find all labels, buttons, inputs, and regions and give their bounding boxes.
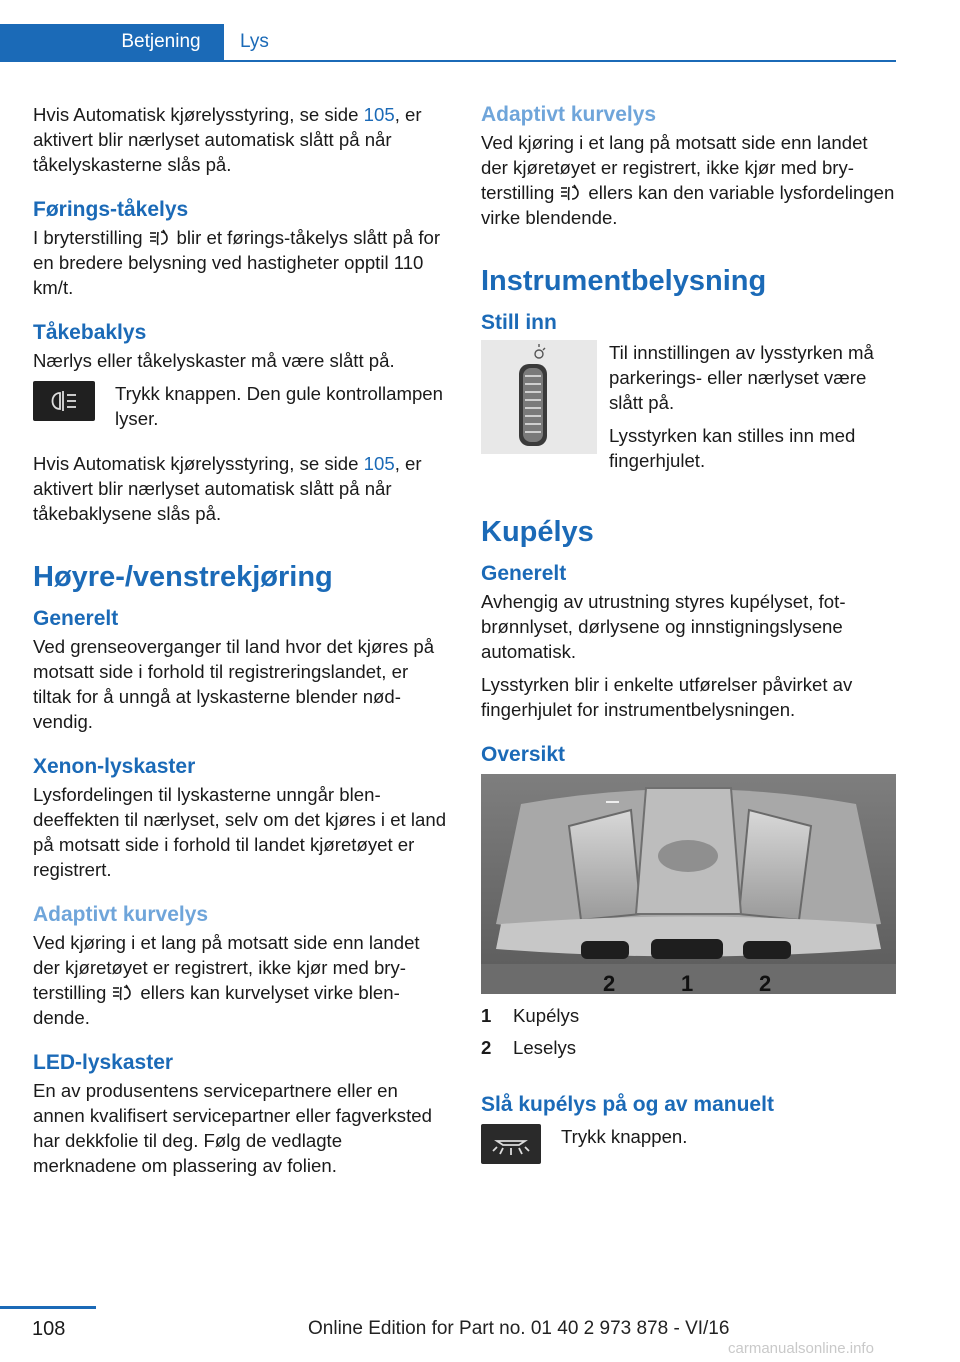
paragraph-adaptivt-right <box>481 130 895 230</box>
legend-number: 2 <box>481 1037 492 1058</box>
legend-item <box>481 1000 895 1032</box>
rear-fog-button-row <box>33 381 447 439</box>
heading-takebaklys: Tåkebaklys <box>33 321 147 344</box>
heading-kupelys: Kupélys <box>481 516 594 548</box>
heading-instrumentbelysning: Instrumentbelysning <box>481 265 767 297</box>
heading-adaptivt-kurvelys: Adaptivt kurvelys <box>33 903 209 926</box>
photo-label-2-left: 2 <box>603 971 616 994</box>
legend-label: Kupélys <box>513 1005 580 1026</box>
rear-fog-light-icon <box>46 390 82 412</box>
heading-sla-kupelys-manuelt: Slå kupélys på og av manuelt <box>481 1093 774 1116</box>
thumbwheel-icon <box>481 340 597 454</box>
thumbwheel-image <box>481 340 597 454</box>
paragraph-stillinn-2: Lysstyrken kan stilles inn med fingerhjulet. <box>609 425 856 471</box>
interior-light-photo <box>481 774 896 994</box>
legend-number: 1 <box>481 1005 492 1026</box>
heading-led-lyskaster: LED-lyskaster <box>33 1051 174 1074</box>
fog-light-switch-icon <box>112 983 134 1001</box>
edition-footer: Online Edition for Part no. 01 40 2 973 878 - VI/16 <box>308 1318 730 1339</box>
photo-label-2-right: 2 <box>759 971 772 994</box>
paragraph-led: En av produsentens servicepartnere eller en annen kvalifisert servicepartner eller fagverksted har dekkfolie til deg. Følg de vedlagte merknadene om plassering av folien. <box>33 1080 432 1176</box>
paragraph-automatic-fog <box>33 102 447 177</box>
fog-light-switch-icon <box>149 228 171 246</box>
takebaklys-button-text: Trykk knappen. Den gule kontrollampen lyser. <box>115 383 443 429</box>
text: Ved kjøring i et lang på motsatt side enn landet der kjøretøyet er registrert, ikke kjør med bryterstilling <box>481 132 868 203</box>
text: , er aktivert blir nærlyset automatisk slått på når tåkebaklysene slås på. <box>33 453 422 524</box>
footer-rule <box>0 1306 96 1309</box>
heading-generelt: Generelt <box>481 562 567 585</box>
fog-light-switch-icon <box>560 183 582 201</box>
heading-adaptivt-kurvelys: Adaptivt kurvelys <box>481 103 657 126</box>
text: ellers kan kurvelyset virke blendende. <box>33 982 400 1028</box>
legend-item <box>481 1032 895 1064</box>
interior-light-button-row <box>481 1124 895 1164</box>
right-column <box>481 102 895 1176</box>
page-number: 108 <box>32 1318 66 1340</box>
paragraph-kupelys-generelt-1: Avhengig av utrustning styres kupélyset, fotbrønnlyset, dørlysene og innstigningslysene automatisk. <box>481 591 846 662</box>
paragraph-xenon: Lysfordelingen til lyskasterne unngår blendeeffekten til nærlyset, selv om det kjøres i et land på motsatt side i forhold til landet kjøretøyet er registrert. <box>33 784 447 880</box>
left-column <box>33 102 447 1186</box>
heading-oversikt: Oversikt <box>481 743 566 766</box>
text: Hvis Automatisk kjørelysstyring, se side <box>33 453 364 474</box>
rear-fog-button-image <box>33 381 95 421</box>
paragraph-automatic-rearfog <box>33 451 447 526</box>
header-rule <box>0 60 896 62</box>
paragraph-generelt: Ved grenseoverganger til land hvor det kjøres på motsatt side i forhold til registreringslandet, er tiltak for å unngå at lyskasterne blender nødvendig. <box>33 636 435 732</box>
paragraph-forings <box>33 225 447 300</box>
heading-hoyre-venstrekjoring: Høyre-/venstrekjøring <box>33 561 333 593</box>
heading-generelt: Generelt <box>33 607 119 630</box>
watermark: carmanualsonline.info <box>728 1340 874 1357</box>
paragraph-kupelys-generelt-2: Lysstyrken blir i enkelte utførelser påvirket av fingerhjulet for instrumentbelysningen. <box>481 674 853 720</box>
photo-label-1: 1 <box>681 971 694 994</box>
photo-legend <box>481 1000 895 1064</box>
heading-xenon-lyskaster: Xenon-lyskaster <box>33 755 196 778</box>
paragraph-adaptivt <box>33 930 447 1030</box>
text: blir et førings-tåkelys slått på for en bredere belysning ved hastigheter opptil 110 km/t. <box>33 227 441 298</box>
tab-lys[interactable]: Lys <box>240 31 269 52</box>
heading-still-inn: Still inn <box>481 311 557 334</box>
page-link-105[interactable]: 105 <box>363 453 395 474</box>
text: Ved kjøring i et lang på motsatt side enn landet der kjøretøyet er registrert, ikke kjør med bryterstilling <box>33 932 420 1003</box>
manuelt-button-text: Trykk knappen. <box>561 1126 688 1147</box>
interior-light-icon <box>491 1131 531 1157</box>
thumbwheel-row <box>481 340 895 481</box>
heading-forings-takelys: Førings-tåkelys <box>33 198 189 221</box>
paragraph-stillinn-1: Til innstillingen av lysstyrken må parkerings- eller nærlyset være slått på. <box>609 342 874 413</box>
text: I bryterstilling <box>33 227 143 248</box>
paragraph-takebaklys: Nærlys eller tåkelyskaster må være slått på. <box>33 350 395 371</box>
text: ellers kan den variable lysfordelingen virke blendende. <box>481 182 895 228</box>
text: Hvis Automatisk kjørelysstyring, se side <box>33 104 364 125</box>
text: , er aktivert blir nærlyset automatisk slått på når tåkelyskasterne slås på. <box>33 104 422 175</box>
page-link-105[interactable]: 105 <box>363 104 395 125</box>
tab-betjening[interactable]: Betjening <box>121 31 201 52</box>
legend-label: Leselys <box>513 1037 577 1058</box>
interior-light-button-image <box>481 1124 541 1164</box>
